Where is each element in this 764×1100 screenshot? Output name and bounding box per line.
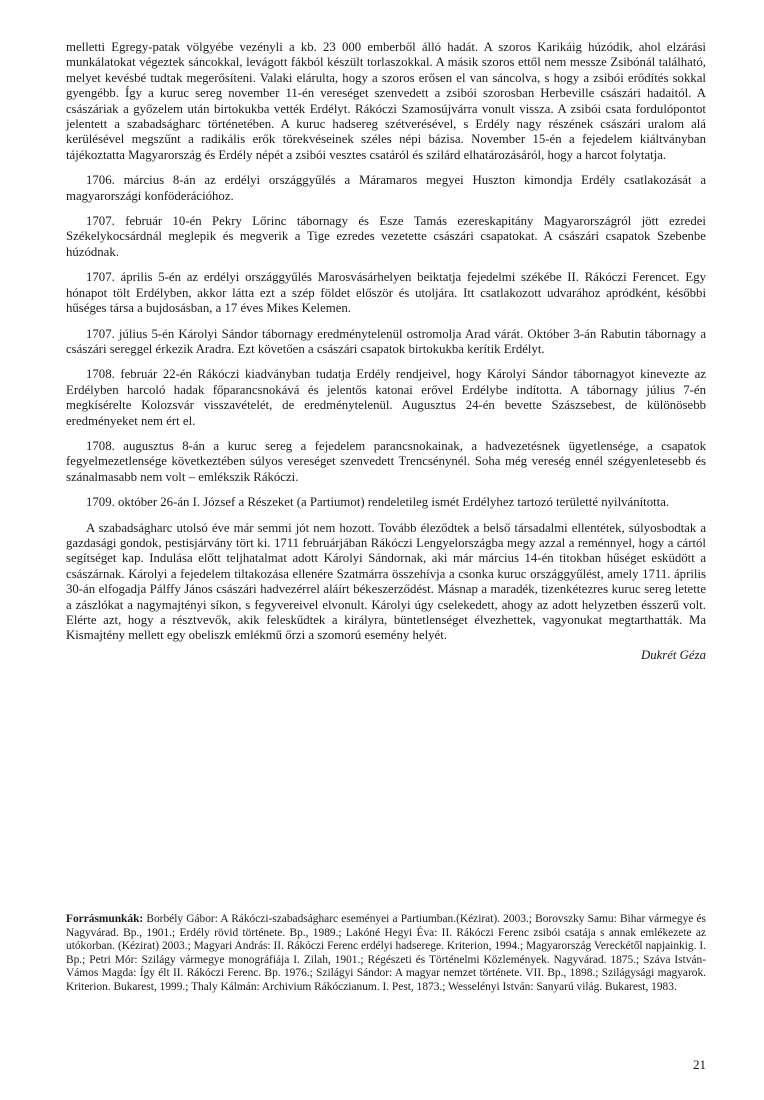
paragraph-1708-february: 1708. február 22-én Rákóczi kiadványban tudatja Erdély rendjeivel, hogy Károlyi Sándor tábornagyot kinevezte az Erdélyben harcoló hadak főparancsnokává és jelentős katonai erővel Erdélybe indította. A tábornagy július 7-én megkísérelte Kolozsvár visszavételét, de eredménytelenül. Augusztus 24-én bevette Szászsebest, de különösebb eredményeket nem ért el. [66,367,706,428]
paragraph-1709-october: 1709. október 26-án I. József a Részeket (a Partiumot) rendeletileg ismét Erdélyhez tartozó területté nyilvánította. [86,495,670,510]
sources-section [66,913,706,995]
paragraph-1707-july: 1707. július 5-én Károlyi Sándor tábornagy eredménytelenül ostromolja Arad várát. Október 3-án Rabutin tábornagy a császári sereggel érkezik Aradra. Ezt követően a császári csapatok birtokukba kerítik Erdélyt. [66,326,706,356]
sources-text: Borbély Gábor: A Rákóczi-szabadságharc eseményei a Partiumban.(Kézirat). 2003.; Borovszky Samu: Bihar vármegye és Nagyvárad. Bp., 1901.; Erdély rövid története. Bp., 1989.; Lakóné Hegyi Éva: II. Rákóczi Ferenc zsibói csatája s annak emlékezete az utókorban. (Kézirat) 2003.; Magyari András: II. Rákóczi Ferenc erdélyi hadserege. Kriterion, 1994.; Magyarország Vereckétől napjainkig. I. Bp.; Petri Mór: Szilágy vármegye monográfiája I. Zilah, 1901.; Régészeti és Történelmi Közlemények. Nagyvárad. 1875.; Száva István- Vámos Magda: Így élt II. Rákóczi Ferenc. Bp. 1976.; Szilágyi Sándor: A magyar nemzet története. VII. Bp., 1898.; Szilágysági magyarok. Kriterion. Bukarest, 1999.; Thaly Kálmán: Archivium Rákóczianum. I. Pest, 1873.; Wesselényi István: Sanyarú világ. Bukarest, 1983. [66,913,706,993]
body-text [66,40,706,663]
paragraph-zsibo-battle: melletti Egregy-patak völgyébe vezényli a kb. 23 000 emberből álló hadát. A szoros Karikáig húzódik, ahol elzárási munkálatokat végeztek sáncokkal, levágott fákból készült torlaszokkal. A másik szoros ettől nem messze Zsibónál található, melyet kevésbé tudtak megerősíteni. Valaki elárulta, hogy a szoros erősen el van sáncolva, s hogy a zsibói erődítés sokkal gyengébb. Így a kuruc sereg november 11-én vereséget szenvedett a zsibói szorosban Herbeville császári hadaitól. A császáriak a győzelem után birtokukba vették Erdélyt. Rákóczi Szamosújvárra vonult vissza. A zsibói csata fordulópontot jelentett a szabadságharc történetében. A kuruc hadsereg szétverésével, s Erdély nagy részének császári uralom alá kerülésével megszűnt a radikális erők törekvéseinek széles népi bázisa. November 15-én a fejedelem kiáltványban tájékoztatta Magyarország és Erdély népét a zsibói vesztes csatáról és szilárd elhatározásáról, hogy a harcot folytatja. [66,40,706,162]
paragraph-1708-august: 1708. augusztus 8-án a kuruc sereg a fejedelem parancsnokainak, a hadvezetésnek ügyetlensége, a csapatok fegyelmezetlensége következtében súlyos vereséget szenvedett Trencsénynél. Soha még vereség ennél szégyenletesebb és szánalmasabb nem volt – emlékszik Rákóczi. [66,438,706,484]
paragraph-final-year: A szabadságharc utolsó éve már semmi jót nem hozott. Tovább éleződtek a belső társadalmi ellentétek, súlyosbodtak a gazdasági gondok, pestisjárvány tört ki. 1711 februárjában Rákóczi Lengyelországba megy azzal a reménnyel, hogy a cártól segítséget kap. Indulása előtt teljhatalmat adott Károlyi Sándornak, aki már március 14-én titokban hűséget esküdött a császárnak. Károlyi a fejedelem tiltakozása ellenére Szatmárra összehívja a csonka kuruc országgyűlést, amely 1711. április 30-án elfogadja Pálffy János császári hadvezérrel aláírt békeszerződést. Másnap a maradék, tizenkétezres kuruc sereg letette a zászlókat a nagymajtényi síkon, s fegyvereivel elvonult. Károlyi úgy cselekedett, ahogy az adott helyzetben ésszerű volt. Elérte azt, hogy a résztvevők, akik feleskűdtek a királyra, büntetlenséget élvezhettek, vagyonukat megtarthatták. Ma Kismajtény mellett egy obeliszk emlékmű őrzi a szomorú esemény helyét. [66,520,706,643]
page-number: 21 [693,1057,706,1072]
author-signature: Dukrét Géza [640,647,706,662]
paragraph-1707-february: 1707. február 10-én Pekry Lőrinc tábornagy és Esze Tamás ezereskapitány Magyarországról jött ezredei Székelykocsárdnál meglepik és megverik a Tige ezredes vezetette császári csapatokat. A császári csapatok Szebenbe húzódnak. [66,214,706,259]
paragraph-1706-march: 1706. március 8-án az erdélyi országgyűlés a Máramaros megyei Huszton kimondja Erdély csatlakozását a magyarországi konföderációhoz. [66,173,706,203]
sources-label: Forrásmunkák: [66,913,144,925]
paragraph-1707-april: 1707. április 5-én az erdélyi országgyűlés Marosvásárhelyen beiktatja fejedelmi székébe II. Rákóczi Ferencet. Egy hónapot tölt Erdélyben, akkor látta ezt a szép földet először és utoljára. Itt csatlakozott udvarához apródként, későbbi hűséges társa a bujdosásban, a 17 éves Mikes Kelemen. [66,270,706,316]
